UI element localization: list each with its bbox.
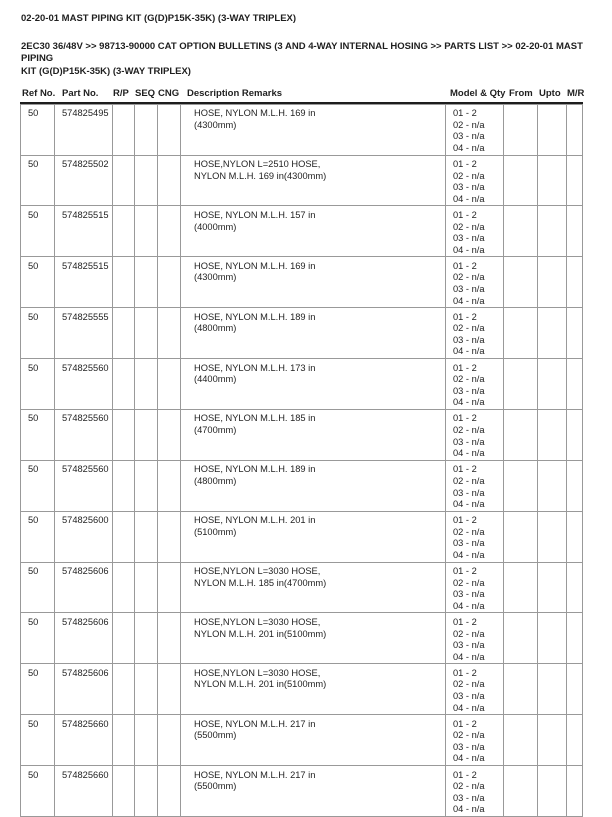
ref-no-cell: 50 bbox=[21, 206, 55, 257]
rp-cell bbox=[113, 460, 135, 511]
mr-cell bbox=[567, 206, 583, 257]
description-cell: HOSE,NYLON L=2510 HOSE, NYLON M.L.H. 169 in(4300mm) bbox=[181, 155, 446, 206]
description-cell: HOSE, NYLON M.L.H. 217 in (5500mm) bbox=[181, 766, 446, 817]
ref-no-cell: 50 bbox=[21, 460, 55, 511]
model-qty-cell: 01 - 2 02 - n/a 03 - n/a 04 - n/a bbox=[446, 155, 504, 206]
ref-no-cell: 50 bbox=[21, 766, 55, 817]
parts-table bbox=[20, 104, 583, 817]
cng-cell bbox=[158, 664, 181, 715]
upto-cell bbox=[538, 206, 567, 257]
seq-cell bbox=[135, 409, 158, 460]
upto-cell bbox=[538, 511, 567, 562]
rp-cell bbox=[113, 257, 135, 308]
table-row bbox=[21, 715, 583, 766]
from-cell bbox=[504, 460, 538, 511]
upto-cell bbox=[538, 664, 567, 715]
part-no-cell: 574825515 bbox=[55, 206, 113, 257]
mr-cell bbox=[567, 613, 583, 664]
description-cell: HOSE, NYLON M.L.H. 169 in (4300mm) bbox=[181, 104, 446, 155]
column-header-description-remarks: Description Remarks bbox=[187, 88, 283, 99]
column-header-seq: SEQ bbox=[135, 88, 156, 99]
part-no-cell: 574825555 bbox=[55, 308, 113, 359]
from-cell bbox=[504, 511, 538, 562]
upto-cell bbox=[538, 613, 567, 664]
seq-cell bbox=[135, 511, 158, 562]
part-no-cell: 574825606 bbox=[55, 664, 113, 715]
cng-cell bbox=[158, 308, 181, 359]
ref-no-cell: 50 bbox=[21, 409, 55, 460]
ref-no-cell: 50 bbox=[21, 613, 55, 664]
seq-cell bbox=[135, 104, 158, 155]
model-qty-cell: 01 - 2 02 - n/a 03 - n/a 04 - n/a bbox=[446, 308, 504, 359]
breadcrumb bbox=[21, 41, 589, 78]
part-no-cell: 574825606 bbox=[55, 562, 113, 613]
seq-cell bbox=[135, 257, 158, 308]
rp-cell bbox=[113, 359, 135, 410]
cng-cell bbox=[158, 359, 181, 410]
part-no-cell: 574825600 bbox=[55, 511, 113, 562]
ref-no-cell: 50 bbox=[21, 359, 55, 410]
cng-cell bbox=[158, 206, 181, 257]
table-row bbox=[21, 664, 583, 715]
seq-cell bbox=[135, 206, 158, 257]
model-qty-cell: 01 - 2 02 - n/a 03 - n/a 04 - n/a bbox=[446, 257, 504, 308]
from-cell bbox=[504, 359, 538, 410]
table-row bbox=[21, 766, 583, 817]
seq-cell bbox=[135, 766, 158, 817]
model-qty-cell: 01 - 2 02 - n/a 03 - n/a 04 - n/a bbox=[446, 511, 504, 562]
seq-cell bbox=[135, 562, 158, 613]
part-no-cell: 574825606 bbox=[55, 613, 113, 664]
part-no-cell: 574825660 bbox=[55, 715, 113, 766]
model-qty-cell: 01 - 2 02 - n/a 03 - n/a 04 - n/a bbox=[446, 409, 504, 460]
table-row bbox=[21, 104, 583, 155]
rp-cell bbox=[113, 562, 135, 613]
cng-cell bbox=[158, 155, 181, 206]
cng-cell bbox=[158, 511, 181, 562]
model-qty-cell: 01 - 2 02 - n/a 03 - n/a 04 - n/a bbox=[446, 664, 504, 715]
seq-cell bbox=[135, 664, 158, 715]
cng-cell bbox=[158, 104, 181, 155]
seq-cell bbox=[135, 359, 158, 410]
upto-cell bbox=[538, 562, 567, 613]
ref-no-cell: 50 bbox=[21, 257, 55, 308]
mr-cell bbox=[567, 664, 583, 715]
upto-cell bbox=[538, 715, 567, 766]
table-row bbox=[21, 257, 583, 308]
column-header-upto: Upto bbox=[539, 88, 561, 99]
ref-no-cell: 50 bbox=[21, 308, 55, 359]
rp-cell bbox=[113, 766, 135, 817]
mr-cell bbox=[567, 155, 583, 206]
table-row bbox=[21, 511, 583, 562]
description-cell: HOSE,NYLON L=3030 HOSE, NYLON M.L.H. 201 in(5100mm) bbox=[181, 664, 446, 715]
upto-cell bbox=[538, 155, 567, 206]
rp-cell bbox=[113, 308, 135, 359]
upto-cell bbox=[538, 460, 567, 511]
table-row bbox=[21, 409, 583, 460]
model-qty-cell: 01 - 2 02 - n/a 03 - n/a 04 - n/a bbox=[446, 359, 504, 410]
from-cell bbox=[504, 104, 538, 155]
table-row bbox=[21, 562, 583, 613]
ref-no-cell: 50 bbox=[21, 511, 55, 562]
mr-cell bbox=[567, 511, 583, 562]
mr-cell bbox=[567, 766, 583, 817]
part-no-cell: 574825502 bbox=[55, 155, 113, 206]
from-cell bbox=[504, 562, 538, 613]
mr-cell bbox=[567, 257, 583, 308]
mr-cell bbox=[567, 409, 583, 460]
description-cell: HOSE, NYLON M.L.H. 189 in (4800mm) bbox=[181, 460, 446, 511]
cng-cell bbox=[158, 562, 181, 613]
part-no-cell: 574825495 bbox=[55, 104, 113, 155]
part-no-cell: 574825560 bbox=[55, 409, 113, 460]
upto-cell bbox=[538, 359, 567, 410]
table-row bbox=[21, 308, 583, 359]
model-qty-cell: 01 - 2 02 - n/a 03 - n/a 04 - n/a bbox=[446, 460, 504, 511]
parts-table-container bbox=[20, 104, 585, 815]
cng-cell bbox=[158, 460, 181, 511]
description-cell: HOSE, NYLON M.L.H. 173 in (4400mm) bbox=[181, 359, 446, 410]
mr-cell bbox=[567, 104, 583, 155]
rp-cell bbox=[113, 511, 135, 562]
mr-cell bbox=[567, 308, 583, 359]
model-qty-cell: 01 - 2 02 - n/a 03 - n/a 04 - n/a bbox=[446, 104, 504, 155]
upto-cell bbox=[538, 257, 567, 308]
description-cell: HOSE,NYLON L=3030 HOSE, NYLON M.L.H. 185 in(4700mm) bbox=[181, 562, 446, 613]
seq-cell bbox=[135, 155, 158, 206]
upto-cell bbox=[538, 308, 567, 359]
from-cell bbox=[504, 409, 538, 460]
table-row bbox=[21, 613, 583, 664]
column-header-from: From bbox=[509, 88, 533, 99]
part-no-cell: 574825660 bbox=[55, 766, 113, 817]
column-header-ref-no: Ref No. bbox=[22, 88, 56, 99]
column-header-mr: M/R bbox=[567, 88, 585, 99]
rp-cell bbox=[113, 715, 135, 766]
model-qty-cell: 01 - 2 02 - n/a 03 - n/a 04 - n/a bbox=[446, 206, 504, 257]
description-cell: HOSE, NYLON M.L.H. 201 in (5100mm) bbox=[181, 511, 446, 562]
from-cell bbox=[504, 715, 538, 766]
ref-no-cell: 50 bbox=[21, 562, 55, 613]
description-cell: HOSE, NYLON M.L.H. 169 in (4300mm) bbox=[181, 257, 446, 308]
model-qty-cell: 01 - 2 02 - n/a 03 - n/a 04 - n/a bbox=[446, 613, 504, 664]
breadcrumb-line: KIT (G(D)P15K-35K) (3-WAY TRIPLEX) bbox=[21, 65, 191, 77]
table-row bbox=[21, 155, 583, 206]
from-cell bbox=[504, 206, 538, 257]
mr-cell bbox=[567, 715, 583, 766]
column-header-model-qty: Model & Qty bbox=[450, 88, 506, 99]
ref-no-cell: 50 bbox=[21, 104, 55, 155]
breadcrumb-line: 2EC30 36/48V >> 98713-90000 CAT OPTION BULLETINS (3 AND 4-WAY INTERNAL HOSING >> PARTS LIST >> 02-20-01 MAST PIPING bbox=[21, 41, 583, 65]
seq-cell bbox=[135, 715, 158, 766]
seq-cell bbox=[135, 308, 158, 359]
table-row bbox=[21, 359, 583, 410]
from-cell bbox=[504, 664, 538, 715]
seq-cell bbox=[135, 613, 158, 664]
table-row bbox=[21, 460, 583, 511]
part-no-cell: 574825560 bbox=[55, 460, 113, 511]
rp-cell bbox=[113, 613, 135, 664]
ref-no-cell: 50 bbox=[21, 715, 55, 766]
upto-cell bbox=[538, 104, 567, 155]
description-cell: HOSE,NYLON L=3030 HOSE, NYLON M.L.H. 201 in(5100mm) bbox=[181, 613, 446, 664]
from-cell bbox=[504, 155, 538, 206]
rp-cell bbox=[113, 206, 135, 257]
model-qty-cell: 01 - 2 02 - n/a 03 - n/a 04 - n/a bbox=[446, 562, 504, 613]
description-cell: HOSE, NYLON M.L.H. 217 in (5500mm) bbox=[181, 715, 446, 766]
description-cell: HOSE, NYLON M.L.H. 189 in (4800mm) bbox=[181, 308, 446, 359]
cng-cell bbox=[158, 715, 181, 766]
mr-cell bbox=[567, 460, 583, 511]
table-row bbox=[21, 206, 583, 257]
column-header-cng: CNG bbox=[158, 88, 180, 99]
column-header-rp: R/P bbox=[113, 88, 129, 99]
cng-cell bbox=[158, 257, 181, 308]
upto-cell bbox=[538, 766, 567, 817]
description-cell: HOSE, NYLON M.L.H. 157 in (4000mm) bbox=[181, 206, 446, 257]
from-cell bbox=[504, 257, 538, 308]
part-no-cell: 574825560 bbox=[55, 359, 113, 410]
seq-cell bbox=[135, 460, 158, 511]
model-qty-cell: 01 - 2 02 - n/a 03 - n/a 04 - n/a bbox=[446, 715, 504, 766]
from-cell bbox=[504, 613, 538, 664]
cng-cell bbox=[158, 409, 181, 460]
cng-cell bbox=[158, 766, 181, 817]
mr-cell bbox=[567, 359, 583, 410]
page-title: 02-20-01 MAST PIPING KIT (G(D)P15K-35K) (3-WAY TRIPLEX) bbox=[21, 13, 297, 24]
rp-cell bbox=[113, 664, 135, 715]
cng-cell bbox=[158, 613, 181, 664]
from-cell bbox=[504, 766, 538, 817]
part-no-cell: 574825515 bbox=[55, 257, 113, 308]
table-body bbox=[21, 104, 583, 816]
rp-cell bbox=[113, 155, 135, 206]
rp-cell bbox=[113, 409, 135, 460]
description-cell: HOSE, NYLON M.L.H. 185 in (4700mm) bbox=[181, 409, 446, 460]
ref-no-cell: 50 bbox=[21, 155, 55, 206]
from-cell bbox=[504, 308, 538, 359]
model-qty-cell: 01 - 2 02 - n/a 03 - n/a 04 - n/a bbox=[446, 766, 504, 817]
upto-cell bbox=[538, 409, 567, 460]
rp-cell bbox=[113, 104, 135, 155]
column-header-part-no: Part No. bbox=[62, 88, 99, 99]
ref-no-cell: 50 bbox=[21, 664, 55, 715]
mr-cell bbox=[567, 562, 583, 613]
